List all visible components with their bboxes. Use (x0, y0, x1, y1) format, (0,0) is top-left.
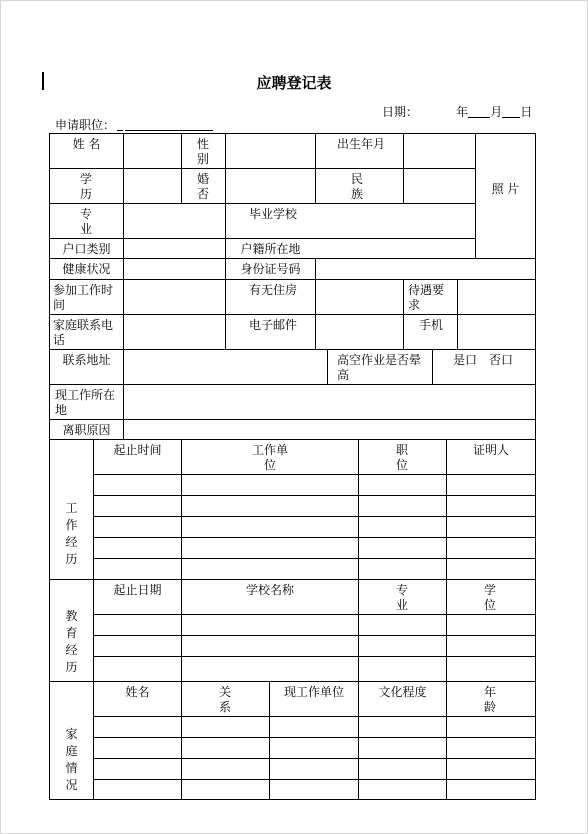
label-health: 健康状况 (62, 262, 111, 276)
label-name: 姓 名 (72, 137, 101, 151)
field-education[interactable] (124, 169, 181, 203)
month-label: 月 (490, 105, 503, 119)
label-leave-reason: 离职原因 (62, 423, 111, 437)
label-photo: 照 片 (491, 182, 520, 196)
label-birth: 出生年月 (337, 137, 386, 151)
label-email: 电子邮件 (249, 318, 298, 332)
field-work-place[interactable] (124, 385, 535, 419)
label-id-no: 身份证号码 (240, 262, 301, 276)
label-address: 联系地址 (62, 353, 111, 367)
label-work-start: 参加工作时间 (53, 283, 114, 312)
field-major[interactable] (124, 204, 225, 238)
work-header-period: 起止时间 (113, 443, 162, 457)
label-education: 学历 (80, 172, 93, 201)
field-email[interactable] (316, 315, 403, 349)
work-header-title: 职位 (395, 443, 408, 472)
field-gender[interactable] (226, 134, 315, 168)
family-header-age: 年龄 (483, 685, 496, 714)
label-work-place: 现工作所在地 (55, 388, 116, 417)
field-hukou-place[interactable] (316, 239, 475, 258)
field-id-no[interactable] (316, 259, 535, 279)
field-name[interactable] (124, 134, 181, 168)
field-address[interactable] (124, 350, 327, 384)
work-header-company: 工作单位 (251, 443, 288, 472)
section-education-label: 教育经历 (65, 609, 78, 674)
label-major: 专业 (80, 207, 93, 236)
family-header-employer: 现工作单位 (283, 685, 344, 699)
field-birth[interactable] (404, 134, 475, 168)
field-leave-reason[interactable] (124, 420, 535, 439)
field-marital[interactable] (226, 169, 315, 203)
date-label: 日期： (382, 105, 419, 119)
option-yes-no[interactable]: 是口 否口 (453, 353, 514, 367)
field-family-phone[interactable] (124, 315, 225, 349)
label-hukou-place: 户籍所在地 (240, 242, 301, 256)
label-ethnicity: 民族 (351, 172, 364, 201)
section-work-label: 工作经历 (65, 501, 78, 566)
section-education (50, 580, 93, 681)
family-header-name: 姓名 (125, 685, 150, 699)
field-hukou-type[interactable] (124, 239, 225, 258)
form-title: 应聘登记表 (256, 74, 332, 92)
position-label: 申请职位： (55, 118, 116, 132)
label-mobile: 手机 (419, 318, 444, 332)
label-marital: 婚否 (197, 172, 210, 201)
label-school: 毕业学校 (249, 207, 298, 221)
field-work-start[interactable] (124, 280, 225, 314)
day-label: 日 (520, 105, 533, 119)
label-gender: 性别 (197, 137, 210, 166)
label-salary-req: 待遇要求 (408, 283, 445, 312)
family-header-relation: 关系 (218, 685, 231, 714)
label-family-phone: 家庭联系电话 (53, 318, 114, 347)
section-work (50, 440, 93, 579)
field-mobile[interactable] (458, 315, 535, 349)
field-health[interactable] (124, 259, 225, 279)
field-salary-req[interactable] (458, 280, 535, 314)
year-label: 年 (456, 105, 469, 119)
work-header-reference: 证明人 (472, 443, 509, 457)
field-school[interactable] (316, 204, 475, 238)
field-housing[interactable] (316, 280, 403, 314)
section-family-label: 家庭情况 (65, 727, 78, 792)
section-family (50, 682, 93, 799)
field-ethnicity[interactable] (404, 169, 475, 203)
edu-header-school: 学校名称 (245, 583, 294, 597)
label-housing: 有无住房 (249, 283, 298, 297)
label-height-fear: 高空作业是否晕高 (337, 353, 422, 382)
family-header-education: 文化程度 (378, 685, 427, 699)
edu-header-period: 起止日期 (113, 583, 162, 597)
edu-header-major: 专业 (395, 583, 408, 612)
label-hukou-type: 户口类别 (62, 242, 111, 256)
edu-header-degree: 学位 (483, 583, 496, 612)
